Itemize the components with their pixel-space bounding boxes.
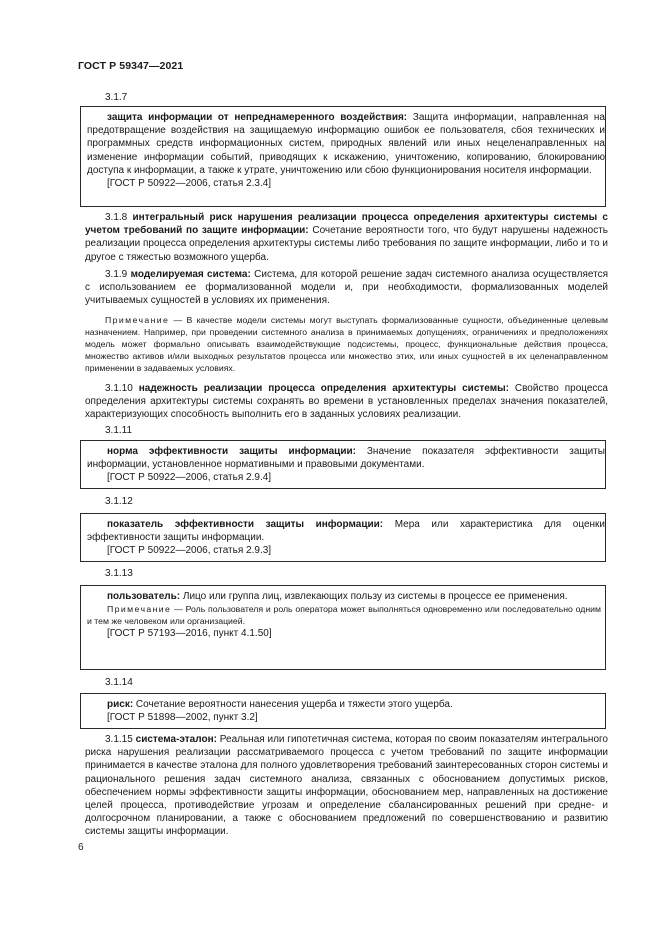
term: система-эталон: (135, 734, 217, 745)
source-reference: [ГОСТ Р 51898—2002, пункт 3.2] (107, 712, 258, 724)
term-entry-3-1-10 (85, 382, 608, 422)
clause-number-3-1-7: 3.1.7 (105, 92, 128, 103)
term: норма эффективности защиты информации: (107, 446, 356, 457)
clause-number-3-1-12: 3.1.12 (105, 496, 133, 507)
clause-number: 3.1.8 (105, 212, 128, 223)
clause-number-3-1-11: 3.1.11 (105, 425, 133, 436)
term-box-3-1-13 (80, 585, 606, 670)
clause-number-3-1-14: 3.1.14 (105, 677, 133, 688)
definition: Защита информации, направленная на предотвращение воздействия на защищаемую информацию ошибок ее пользователя, сбоя технических и программных средств информационных систем, природных явлений или иных нецеленаправленных на изменение информации событий, приводящих к искажению, уничтожению, копированию, блокированию доступа к информации, а также к утрате, уничтожению или сбою функционирования носителя информации. (87, 112, 605, 176)
term: показатель эффективности защиты информации: (107, 519, 384, 530)
term-box-3-1-7 (80, 106, 606, 207)
definition: Свойство процесса определения архитектуры системы сохранять во времени в установленных пределах значения показателей, характеризующих способность выполнить его в заданных условиях реализации. (85, 383, 608, 421)
term: защита информации от непреднамеренного воздействия: (107, 112, 408, 123)
note-label: Примечание (105, 315, 170, 325)
standard-header: ГОСТ Р 59347—2021 (78, 60, 184, 72)
clause-number-3-1-13: 3.1.13 (105, 568, 133, 579)
term-definition (87, 111, 605, 177)
term-entry-3-1-15 (85, 733, 608, 839)
clause-number: 3.1.15 (105, 734, 133, 745)
term-definition (87, 698, 605, 711)
term-definition (87, 445, 605, 471)
note-3-1-9 (85, 314, 608, 374)
definition: Реальная или гипотетичная система, которая по своим показателям интегрального риска нарушения реализации рассматриваемого процесса с учетом требований по защите информации принимается в качестве эталона для полного удовлетворения требований заинтересованных сторон системы и рационального решения задач системного анализа, связанных с обоснованием допустимых рисков, обеспечением нормы эффективности защиты информации, обоснованием мер, направленных на достижение целей процесса, противодействие угрозам и определение сбалансированных решений при средне- и долгосрочном планировании, а также с обоснованием предложений по совершенствованию и развитию системы защиты информации. (85, 734, 608, 838)
definition: Система, для которой решение задач системного анализа осуществляется с использованием ее формализованной модели и, при необходимости, формализованных моделей учитываемых сущностей в условиях их применения. (85, 269, 609, 307)
source-reference: [ГОСТ Р 50922—2006, статья 2.3.4] (107, 178, 272, 190)
definition: Сочетание вероятности того, что будут нарушены надежность реализации процесса определения архитектуры системы либо требования по защите информации, либо и то и другое с тяжестью возможного ущерба. (85, 225, 608, 263)
definition: Мера или характеристика для оценки эффективности защиты информации. (87, 519, 606, 544)
definition: Лицо или группа лиц, извлекающих пользу из системы в процессе ее применения. (180, 591, 568, 602)
term: интегральный риск нарушения реализации процесса определения архитектуры системы с учетом требований по защите информации: (85, 212, 608, 237)
source-reference: [ГОСТ Р 50922—2006, статья 2.9.3] (107, 545, 272, 557)
note-text: — В качестве модели системы могут выступать формализованные сущности, объединенные целевым назначением. Например, при проведении системного анализа в принимаемых допущениях, ограничениях и предположениях модель может формально описывать взаимодействующие подсистемы, процесс, функциональные действия процесса, множество активов и/или выходных результатов процесса или множество этих, или иных сущностей в их целенаправленном применении в задаваемых условиях. (85, 315, 608, 374)
term: риск: (107, 699, 134, 710)
term-definition (87, 518, 605, 544)
term: надежность реализации процесса определения архитектуры системы: (138, 383, 509, 394)
definition: Сочетание вероятности нанесения ущерба и тяжести этого ущерба. (133, 699, 453, 710)
term-box-3-1-11 (80, 440, 606, 489)
term: пользователь: (107, 591, 181, 602)
clause-number: 3.1.9 (105, 269, 128, 280)
term-box-3-1-12 (80, 513, 606, 562)
page-number: 6 (78, 842, 84, 853)
note-label: Примечание (107, 604, 172, 615)
term: моделируемая система: (130, 269, 251, 280)
definition: Значение показателя эффективности защиты информации, установленное нормативными и правовыми документами. (87, 446, 605, 471)
clause-number: 3.1.10 (105, 383, 133, 394)
source-reference: [ГОСТ Р 50922—2006, статья 2.9.4] (107, 472, 272, 484)
note-text: — Роль пользователя и роль оператора может выполняться одновременно или последовательно одним и тем же человеком или организацией. (87, 604, 601, 627)
term-entry-3-1-8 (85, 211, 608, 264)
source-reference: [ГОСТ Р 57193—2016, пункт 4.1.50] (107, 628, 272, 640)
term-entry-3-1-9 (85, 268, 608, 308)
note-3-1-13 (87, 603, 605, 627)
term-definition (87, 590, 605, 603)
term-box-3-1-14 (80, 693, 606, 729)
